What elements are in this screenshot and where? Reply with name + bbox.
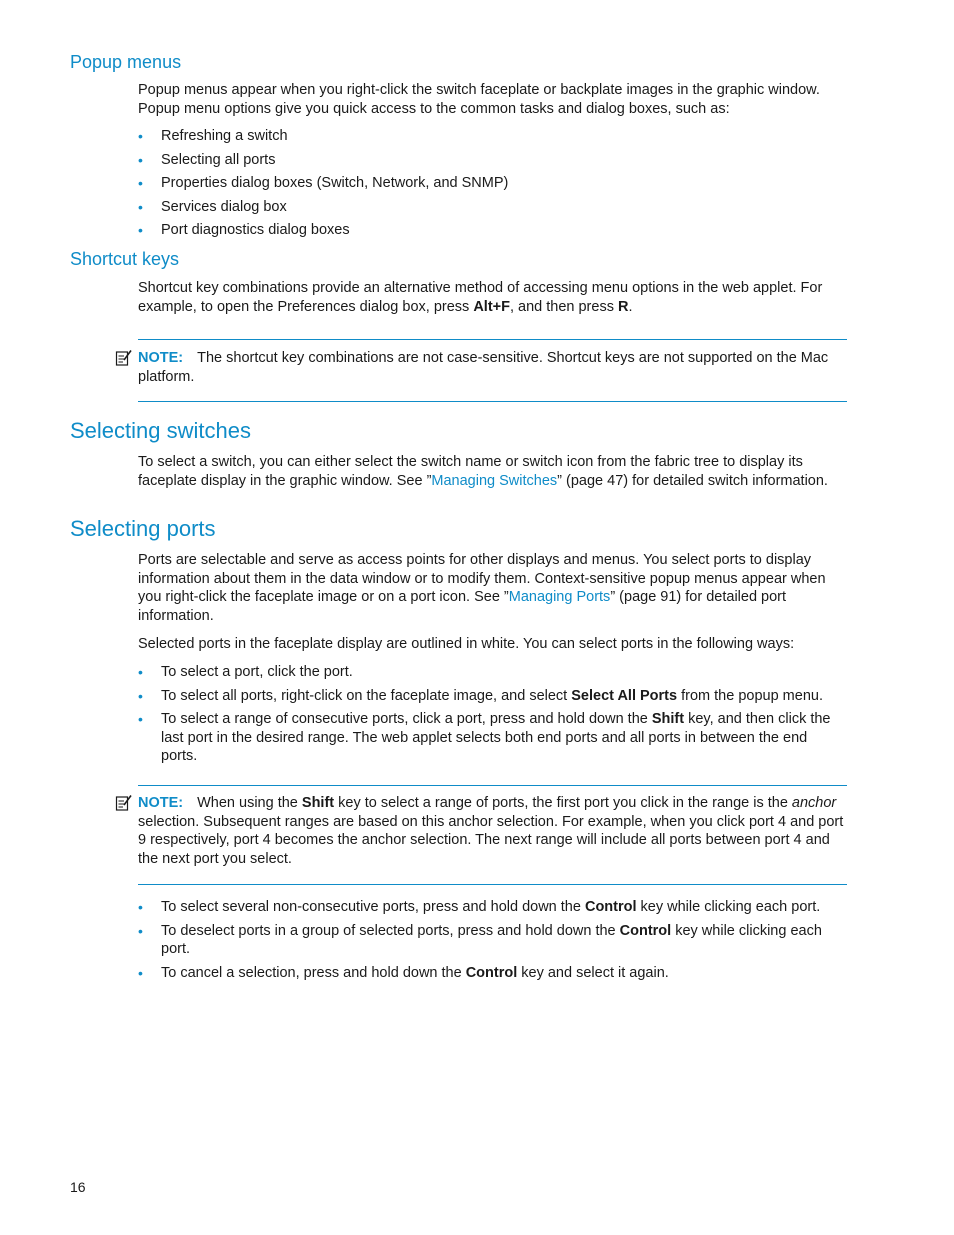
- bullet-icon: •: [138, 964, 143, 981]
- shortcut-key-altf: Alt+F: [473, 298, 510, 315]
- selecting-switches-text: To select a switch, you can either select the switch name or switch icon from the fabric tree to display its faceplate display in the graphic window. See ”Managing Switches” (page 47) for detailed switch information.: [138, 454, 828, 489]
- bullet-icon: •: [138, 711, 143, 728]
- selecting-ports-intro: Ports are selectable and serve as access points for other displays and menus. You select ports to display information about them in the data window or to modify them. Context-sensitive popup menus appear when you right-click the faceplate image or on a port icon. See ”Managing Ports” (page 91) for detailed port information.: [138, 552, 826, 624]
- popup-menus-intro: Popup menus appear when you right-click the switch faceplate or backplate images in the graphic window. Popup menu options give you quick access to the common tasks and dialog boxes, such as:: [138, 82, 820, 117]
- list-item: • To deselect ports in a group of selected ports, press and hold down the Control key while clicking each port.: [138, 922, 822, 958]
- shortcut-keys-text: Shortcut key combinations provide an alternative method of accessing menu options in the web applet. For example, to open the Preferences dialog box, press Alt+F, and then press R.: [138, 280, 823, 315]
- bullet-icon: •: [138, 222, 143, 239]
- bullet-icon: •: [138, 175, 143, 192]
- list-item: • Port diagnostics dialog boxes: [138, 222, 350, 239]
- port-selection-list: [138, 663, 846, 766]
- list-item: • Properties dialog boxes (Switch, Network, and SNMP): [138, 175, 509, 192]
- note-label: NOTE:: [138, 795, 184, 811]
- list-item: • Services dialog box: [138, 198, 287, 215]
- note-anchor-selection: NOTE: When using the Shift key to select a range of ports, the first port you click in the range is the anchor selection. Subsequent ranges are based on this anchor selection. For example, when you click port 4 and port 9 respectively, port 4 becomes the anchor selection. The next range will include all ports between port 4 and the next port you select.: [138, 795, 844, 867]
- bullet-icon: •: [138, 687, 143, 704]
- bullet-icon: •: [138, 198, 143, 215]
- page-number: 16: [70, 1179, 86, 1195]
- list-item: • Refreshing a switch: [138, 128, 288, 144]
- popup-menus-list: [138, 127, 846, 240]
- list-item: • To select all ports, right-click on the faceplate image, and select Select All Ports from the popup menu.: [138, 687, 823, 704]
- bullet-icon: •: [138, 664, 143, 680]
- bullet-icon: •: [138, 128, 143, 144]
- port-selection-list-continued: [138, 898, 846, 982]
- bullet-icon: •: [138, 899, 143, 915]
- shortcut-key-r: R: [617, 298, 629, 315]
- managing-ports-link[interactable]: Managing Ports: [508, 589, 611, 606]
- list-item: • Selecting all ports: [138, 151, 276, 168]
- note-divider-bottom: [138, 884, 847, 885]
- bullet-icon: •: [138, 151, 143, 168]
- note-shortcut-keys: NOTE: The shortcut key combinations are not case-sensitive. Shortcut keys are not supported on the Mac platform.: [138, 350, 829, 385]
- bullet-icon: •: [138, 922, 143, 939]
- selecting-ports-methods-intro: Selected ports in the faceplate display are outlined in white. You can select ports in the following ways:: [138, 636, 795, 652]
- selecting-switches-heading: Selecting switches: [70, 418, 251, 443]
- list-item: • To select several non-consecutive ports, press and hold down the Control key while clicking each port.: [138, 899, 821, 915]
- selecting-ports-heading: Selecting ports: [70, 516, 216, 541]
- note-label: NOTE:: [138, 350, 184, 366]
- note-icon: [115, 349, 133, 367]
- list-item: • To cancel a selection, press and hold down the Control key and select it again.: [138, 964, 669, 981]
- note-divider-top: [138, 785, 847, 786]
- popup-menus-heading: Popup menus: [70, 52, 182, 72]
- note-divider-bottom: [138, 401, 847, 402]
- list-item: • To select a port, click the port.: [138, 664, 353, 680]
- managing-switches-link[interactable]: Managing Switches: [431, 472, 558, 489]
- list-item: • To select a range of consecutive ports, click a port, press and hold down the Shift key, and then click the last port in the desired range. The web applet selects both end ports and all ports in between the end ports.: [138, 711, 831, 765]
- note-divider-top: [138, 339, 847, 340]
- shortcut-keys-heading: Shortcut keys: [70, 249, 180, 269]
- note-icon: [115, 794, 133, 812]
